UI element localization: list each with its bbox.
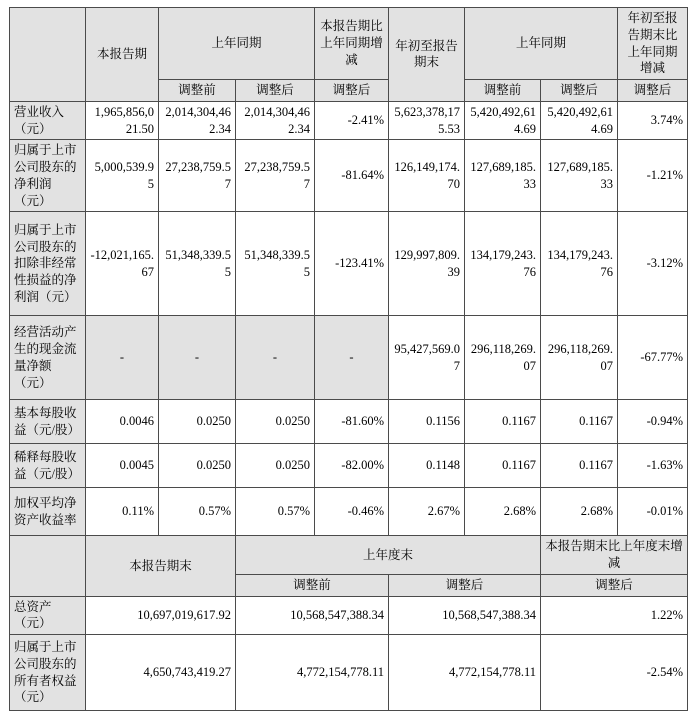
table-row	[10, 488, 688, 536]
value-cell: -1.63%	[618, 444, 688, 488]
value-cell: 51,348,339.55	[159, 212, 236, 316]
value-cell: 10,568,547,388.34	[236, 596, 389, 635]
header-prior-year-same-period-2: 上年同期	[465, 8, 618, 80]
value-cell: 127,689,185.33	[465, 140, 541, 212]
value-cell: 10,697,019,617.92	[86, 596, 236, 635]
value-cell: 0.0250	[159, 444, 236, 488]
value-cell: 296,118,269.07	[465, 316, 541, 400]
value-cell: 0.1167	[541, 400, 618, 444]
value-cell: 4,650,743,419.27	[86, 635, 236, 711]
table-row	[10, 400, 688, 444]
header-ytd-change: 年初至报告期末比上年同期增减	[618, 8, 688, 80]
table-row	[10, 316, 688, 400]
subheader-adjust-after-2: 调整后	[315, 80, 389, 102]
value-cell: 0.1167	[465, 400, 541, 444]
corner-empty-cell	[10, 8, 86, 102]
subheader-adjust-after-5: 调整后	[389, 574, 541, 596]
table-row	[10, 596, 688, 635]
value-cell: 5,000,539.95	[86, 140, 159, 212]
value-cell: 2,014,304,462.34	[159, 101, 236, 140]
value-cell: 126,149,174.70	[389, 140, 465, 212]
value-cell: -2.41%	[315, 101, 389, 140]
value-cell: -81.60%	[315, 400, 389, 444]
value-cell: -67.77%	[618, 316, 688, 400]
value-cell: 0.0250	[236, 400, 315, 444]
row-label-equity: 归属于上市公司股东的所有者权益（元）	[10, 635, 86, 711]
value-cell: 0.0046	[86, 400, 159, 444]
value-cell: -	[86, 316, 159, 400]
value-cell: 0.1148	[389, 444, 465, 488]
header-period-end-change: 本报告期末比上年度末增减	[541, 536, 688, 575]
value-cell: 0.11%	[86, 488, 159, 536]
header-current-period: 本报告期	[86, 8, 159, 102]
value-cell: -	[236, 316, 315, 400]
row-label-net-profit: 归属于上市公司股东的净利润（元）	[10, 140, 86, 212]
value-cell: -2.54%	[541, 635, 688, 711]
subheader-adjust-before-3: 调整前	[236, 574, 389, 596]
value-cell: -81.64%	[315, 140, 389, 212]
value-cell: 0.0250	[236, 444, 315, 488]
table-row	[10, 444, 688, 488]
value-cell: 3.74%	[618, 101, 688, 140]
value-cell: -	[315, 316, 389, 400]
value-cell: -0.94%	[618, 400, 688, 444]
table-row	[10, 140, 688, 212]
value-cell: -123.41%	[315, 212, 389, 316]
row-label-weighted-avg-roe: 加权平均净资产收益率	[10, 488, 86, 536]
value-cell: 0.0250	[159, 400, 236, 444]
value-cell: 134,179,243.76	[465, 212, 541, 316]
value-cell: 4,772,154,778.11	[236, 635, 389, 711]
row-label-diluted-eps: 稀释每股收益（元/股）	[10, 444, 86, 488]
value-cell: 4,772,154,778.11	[389, 635, 541, 711]
value-cell: 296,118,269.07	[541, 316, 618, 400]
value-cell: -82.00%	[315, 444, 389, 488]
value-cell: -0.01%	[618, 488, 688, 536]
value-cell: -1.21%	[618, 140, 688, 212]
subheader-adjust-before-2: 调整前	[465, 80, 541, 102]
subheader-adjust-before-1: 调整前	[159, 80, 236, 102]
subheader-adjust-after-3: 调整后	[541, 80, 618, 102]
subheader-adjust-after-6: 调整后	[541, 574, 688, 596]
value-cell: -0.46%	[315, 488, 389, 536]
subheader-adjust-after-4: 调整后	[618, 80, 688, 102]
value-cell: 2.67%	[389, 488, 465, 536]
value-cell: -	[159, 316, 236, 400]
row-label-revenue: 营业收入（元）	[10, 101, 86, 140]
value-cell: 1,965,856,021.50	[86, 101, 159, 140]
financial-summary-table	[9, 7, 688, 711]
value-cell: -12,021,165.67	[86, 212, 159, 316]
header-ytd: 年初至报告期末	[389, 8, 465, 102]
value-cell: 95,427,569.07	[389, 316, 465, 400]
value-cell: 5,420,492,614.69	[541, 101, 618, 140]
table-row	[10, 101, 688, 140]
row-label-total-assets: 总资产（元）	[10, 596, 86, 635]
table2-header-row-1	[10, 536, 688, 575]
row-label-net-profit-excl-nonrecurring: 归属于上市公司股东的扣除非经常性损益的净利润（元）	[10, 212, 86, 316]
value-cell: 5,623,378,175.53	[389, 101, 465, 140]
value-cell: 2,014,304,462.34	[236, 101, 315, 140]
header-yoy-change: 本报告期比上年同期增减	[315, 8, 389, 80]
value-cell: 2.68%	[541, 488, 618, 536]
header-current-period-end: 本报告期末	[86, 536, 236, 596]
value-cell: 0.1167	[541, 444, 618, 488]
table-row	[10, 212, 688, 316]
value-cell: 51,348,339.55	[236, 212, 315, 316]
value-cell: 5,420,492,614.69	[465, 101, 541, 140]
value-cell: 1.22%	[541, 596, 688, 635]
header-prior-year-same-period: 上年同期	[159, 8, 315, 80]
value-cell: 2.68%	[465, 488, 541, 536]
header-prior-year-end: 上年度末	[236, 536, 541, 575]
value-cell: 0.57%	[159, 488, 236, 536]
value-cell: 0.1167	[465, 444, 541, 488]
value-cell: 134,179,243.76	[541, 212, 618, 316]
table-row	[10, 635, 688, 711]
value-cell: 27,238,759.57	[159, 140, 236, 212]
value-cell: 129,997,809.39	[389, 212, 465, 316]
corner-empty-cell-2	[10, 536, 86, 596]
value-cell: -3.12%	[618, 212, 688, 316]
value-cell: 127,689,185.33	[541, 140, 618, 212]
value-cell: 0.57%	[236, 488, 315, 536]
row-label-operating-cash-flow: 经营活动产生的现金流量净额（元）	[10, 316, 86, 400]
table1-header-row-1	[10, 8, 688, 80]
row-label-basic-eps: 基本每股收益（元/股）	[10, 400, 86, 444]
value-cell: 0.0045	[86, 444, 159, 488]
value-cell: 27,238,759.57	[236, 140, 315, 212]
value-cell: 0.1156	[389, 400, 465, 444]
subheader-adjust-after-1: 调整后	[236, 80, 315, 102]
value-cell: 10,568,547,388.34	[389, 596, 541, 635]
